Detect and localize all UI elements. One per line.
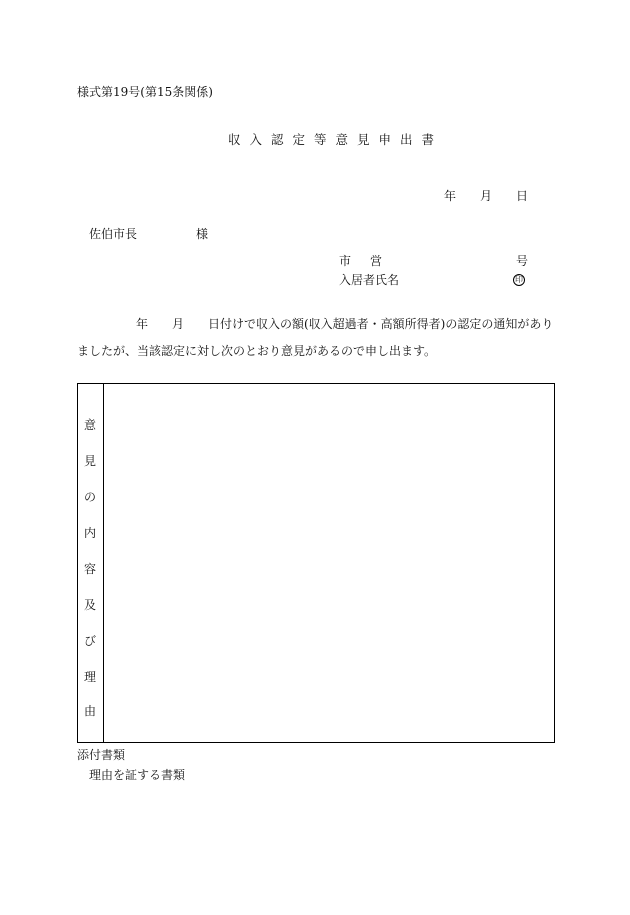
housing-label-number: 号: [516, 254, 529, 268]
opinion-content-area[interactable]: [104, 384, 554, 742]
date-day-label: 日: [516, 189, 529, 203]
document-title: 収入認定等意見申出書: [228, 132, 444, 147]
opinion-label-char: の: [83, 490, 96, 504]
resident-name-label: 入居者氏名: [339, 273, 400, 287]
date-month-label: 月: [480, 189, 493, 203]
addressee-name: 佐伯市長: [89, 227, 138, 241]
date-year-label: 年: [444, 189, 457, 203]
opinion-box: [77, 383, 555, 743]
seal-mark-icon: 印: [515, 275, 523, 284]
attachments-item: 理由を証する書類: [89, 768, 186, 782]
opinion-label-char: 及: [83, 598, 96, 612]
opinion-label-char: 意: [83, 418, 96, 432]
attachments-heading: 添付書類: [77, 748, 126, 762]
body-text-line-2: ましたが、当該認定に対し次のとおり意見があるので申し出ます。: [77, 344, 437, 358]
addressee-honorific: 様: [196, 227, 209, 241]
opinion-label-char: 理: [83, 670, 96, 684]
opinion-label-char: 由: [83, 704, 96, 718]
opinion-label-char: び: [83, 634, 96, 648]
body-text-line-1: 日付けで収入の額(収入超過者・高額所得者)の認定の通知があり: [208, 317, 554, 331]
opinion-label-char: 容: [83, 562, 96, 576]
body-month-label: 月: [172, 317, 185, 331]
body-year-label: 年: [136, 317, 149, 331]
housing-label-city: 市: [339, 254, 352, 268]
opinion-label-char: 見: [83, 454, 96, 468]
housing-label-operated: 営: [370, 254, 383, 268]
opinion-label-char: 内: [83, 526, 96, 540]
form-number: 様式第19号(第15条関係): [77, 85, 213, 99]
